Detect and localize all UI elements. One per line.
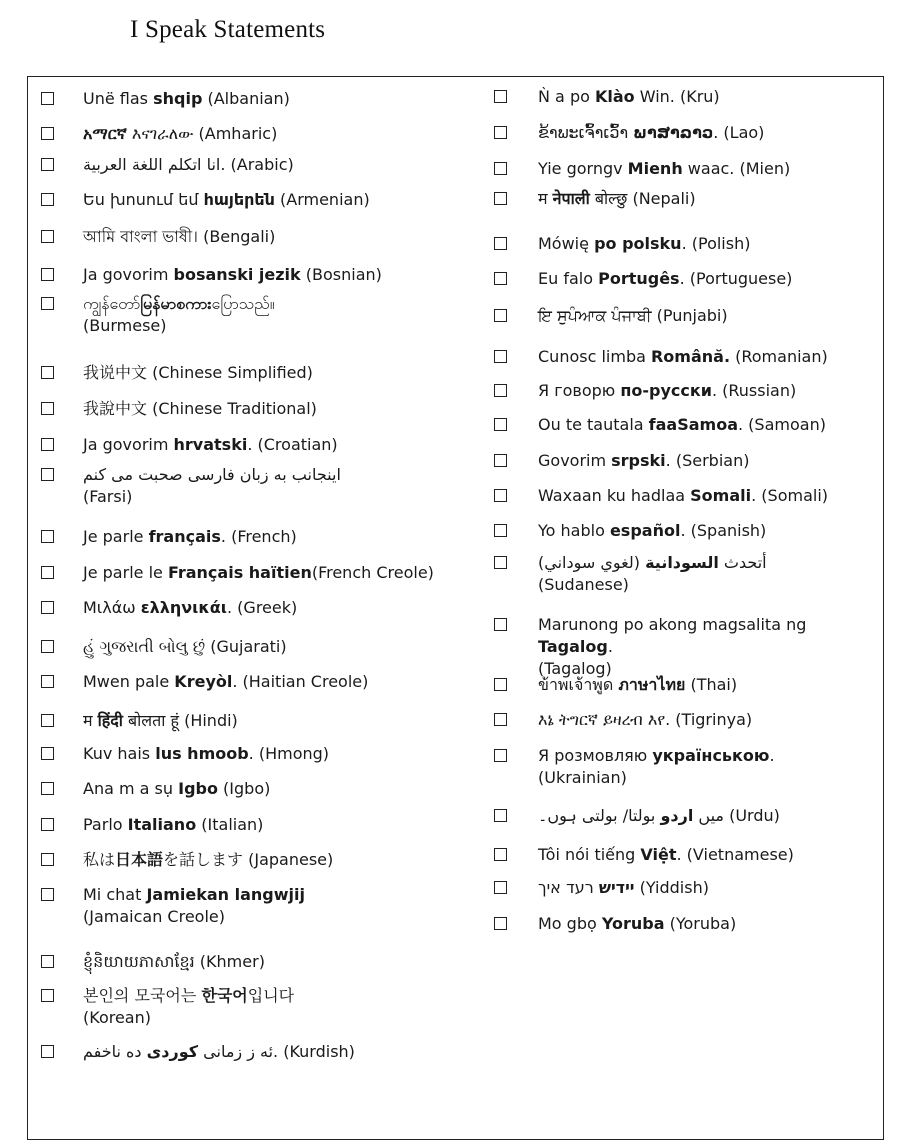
statement-text — [83, 636, 287, 658]
statement-native-pre: Ou te tautala — [538, 415, 649, 434]
checkbox[interactable] — [41, 1045, 54, 1058]
checkbox[interactable] — [494, 556, 507, 569]
language-label: (Thai) — [685, 675, 738, 694]
checkbox[interactable] — [494, 90, 507, 103]
statement-native-pre: Tôi nói tiếng — [538, 845, 641, 864]
statement-text — [538, 86, 720, 108]
statement-native-pre: Je parle le — [83, 563, 168, 582]
statement-text — [83, 849, 333, 871]
statement-native-pre: 我说中文 — [83, 363, 148, 382]
statement-text — [538, 552, 878, 596]
statement-text — [538, 745, 878, 789]
checkbox[interactable] — [41, 268, 54, 281]
language-label: (Tigrinya) — [670, 710, 753, 729]
checkbox[interactable] — [494, 524, 507, 537]
language-label: (Chinese Traditional) — [147, 399, 317, 418]
statement-text — [538, 709, 752, 731]
language-label: (Armenian) — [274, 190, 370, 209]
statement-native-post: . — [769, 746, 775, 765]
statement-native-post: እናገራለው — [126, 124, 194, 143]
statement-native-pre: 私は — [83, 850, 116, 869]
language-label: (Burmese) — [83, 316, 167, 335]
statement-native-pre: আমি বাংলা ভাষী। — [83, 227, 198, 246]
statement-text — [538, 674, 737, 696]
checkbox[interactable] — [494, 848, 507, 861]
statement-native-pre: ਇ ਸੁਪੰਆਕ ਪੰਜਾਬੀ — [538, 306, 652, 325]
statement-native-post: . — [247, 435, 253, 454]
checkbox[interactable] — [41, 230, 54, 243]
statement-native-post: を話します — [163, 850, 244, 869]
statement-text — [538, 233, 750, 255]
language-label: (Igbo) — [217, 779, 271, 798]
statement-text — [83, 562, 434, 584]
statement-native-post: Win. — [634, 87, 675, 106]
page-title: I Speak Statements — [130, 16, 326, 43]
language-label: (Japanese) — [243, 850, 334, 869]
language-label: (Kru) — [674, 87, 720, 106]
statement-language-name: srpski — [611, 451, 666, 470]
language-label: (Kurdish) — [278, 1042, 355, 1061]
language-label: (Bengali) — [197, 227, 276, 246]
checkbox[interactable] — [494, 126, 507, 139]
language-label: (Yiddish) — [634, 878, 709, 897]
statement-native-pre: 我說中文 — [83, 399, 148, 418]
checkbox[interactable] — [41, 747, 54, 760]
statement-native-post: . — [680, 521, 686, 540]
statements-frame — [27, 76, 884, 1140]
statement-native-pre: 본인의 모국어는 — [83, 986, 202, 1005]
statement-native-post: waac. — [682, 159, 735, 178]
statement-text — [83, 226, 275, 248]
language-label: (Russian) — [717, 381, 797, 400]
checkbox[interactable] — [41, 127, 54, 140]
checkbox[interactable] — [494, 489, 507, 502]
statement-language-name: 한국어 — [201, 986, 248, 1005]
statement-native-post: . — [220, 527, 226, 546]
statement-native-post: . — [713, 123, 719, 142]
statement-text — [83, 464, 473, 508]
statement-native-pre: Parlo — [83, 815, 128, 834]
statement-native-pre: Mi chat — [83, 885, 147, 904]
statement-language-name: Kreyòl — [174, 672, 233, 691]
language-label: (Tagalog) — [538, 659, 612, 678]
statement-language-name: shqip — [153, 89, 203, 108]
checkbox[interactable] — [494, 272, 507, 285]
language-label: (Urdu) — [724, 806, 780, 825]
statement-text — [83, 778, 270, 800]
statement-native-pre: Ana m a sụ — [83, 779, 179, 798]
language-label: (Croatian) — [252, 435, 338, 454]
language-label: (Gujarati) — [205, 637, 287, 656]
statement-language-name: Igbo — [178, 779, 218, 798]
statement-text — [538, 805, 780, 827]
statement-language-name: Klào — [594, 87, 635, 106]
statement-text — [538, 520, 766, 542]
statement-native-pre: Marunong po akong magsalita ng — [538, 615, 807, 634]
checkbox[interactable] — [41, 989, 54, 1002]
language-label: (Hindi) — [179, 711, 238, 730]
language-label: (Greek) — [232, 598, 298, 617]
statement-native-post: 입니다 — [247, 986, 295, 1005]
language-label: (Polish) — [686, 234, 751, 253]
statement-language-name: יידיש — [598, 878, 635, 897]
statement-native-pre: أتحدث — [718, 553, 767, 572]
statement-language-name: հայերեն — [203, 190, 275, 209]
language-label: (Serbian) — [670, 451, 750, 470]
statement-native-pre: میں — [693, 806, 724, 825]
statement-text — [83, 597, 297, 619]
statement-text — [538, 188, 696, 210]
statement-native-post: . — [738, 415, 744, 434]
language-label: (Albanian) — [202, 89, 290, 108]
statement-language-name: 日本語 — [115, 850, 164, 869]
statement-text — [538, 305, 728, 327]
checkbox[interactable] — [41, 193, 54, 206]
checkbox[interactable] — [41, 438, 54, 451]
checkbox[interactable] — [494, 749, 507, 762]
statement-native-pre: انا اتكلم اللغة العربية. — [83, 155, 226, 174]
language-label: (Korean) — [83, 1008, 151, 1027]
statement-native-post: . — [711, 381, 718, 400]
statement-language-name: မြန်မာစကား — [140, 294, 212, 313]
statement-native-post: ပြောသည်။ — [211, 294, 275, 313]
language-label: (Bosnian) — [300, 265, 382, 284]
checkbox[interactable] — [494, 454, 507, 467]
language-label: (Hmong) — [253, 744, 330, 763]
statement-text — [538, 268, 792, 290]
language-label: (Vietnamese) — [681, 845, 794, 864]
checkbox[interactable] — [494, 881, 507, 894]
language-label: (Nepali) — [627, 189, 696, 208]
statement-language-name: አማርኛ — [83, 124, 127, 143]
statement-native-post: (لغوي سوداني) — [538, 553, 646, 572]
statement-native-pre: ข้าพเจ้าพูด — [538, 675, 619, 694]
statement-text — [538, 380, 796, 402]
statement-language-name: کوردی — [146, 1042, 199, 1061]
statement-text — [538, 844, 794, 866]
checkbox[interactable] — [41, 468, 54, 481]
checkbox[interactable] — [41, 818, 54, 831]
statement-text — [83, 88, 290, 110]
checkbox[interactable] — [41, 158, 54, 171]
statement-language-name: español — [609, 521, 681, 540]
checkbox[interactable] — [41, 530, 54, 543]
statement-text — [538, 614, 878, 680]
statement-text — [83, 434, 338, 456]
statement-native-post: बोलता हूं — [122, 711, 179, 730]
statement-native-pre: Eu falo — [538, 269, 599, 288]
language-label: (Portuguese) — [684, 269, 793, 288]
statement-native-pre: Waxaan ku hadlaa — [538, 486, 691, 505]
statement-native-post: . — [681, 234, 687, 253]
checkbox[interactable] — [41, 888, 54, 901]
checkbox[interactable] — [494, 237, 507, 250]
checkbox[interactable] — [494, 917, 507, 930]
statement-native-post: . — [679, 269, 685, 288]
statement-text — [83, 154, 294, 176]
checkbox[interactable] — [41, 782, 54, 795]
statement-native-post: . — [607, 637, 613, 656]
language-label: (Samoan) — [743, 415, 826, 434]
language-label: (Lao) — [718, 123, 765, 142]
language-label: (Ukrainian) — [538, 768, 627, 787]
statement-language-name: اردو — [660, 806, 694, 825]
statement-language-name: ภาษาไทย — [618, 675, 686, 694]
statement-native-pre: Mwen pale — [83, 672, 175, 691]
language-label: (Amharic) — [193, 124, 278, 143]
statement-native-pre: Ja govorim — [83, 435, 174, 454]
statement-text — [83, 526, 297, 548]
statement-text — [538, 485, 828, 507]
statement-language-name: नेपाली — [552, 189, 590, 208]
statement-native-pre: Ja govorim — [83, 265, 174, 284]
checkbox[interactable] — [41, 366, 54, 379]
statement-native-pre: ئه ز زمانی — [198, 1042, 274, 1061]
language-label: (Mien) — [734, 159, 791, 178]
checkbox[interactable] — [494, 678, 507, 691]
statement-language-name: lus hmoob — [155, 744, 249, 763]
statement-native-pre: म — [538, 189, 553, 208]
statement-text — [83, 264, 382, 286]
statement-language-name: Français haïtien — [167, 563, 312, 582]
statement-text — [538, 158, 790, 180]
statement-native-post: . — [751, 486, 757, 505]
statement-native-post: . — [248, 744, 254, 763]
statement-native-pre: Je parle — [83, 527, 149, 546]
statement-native-pre: Yie gorngv — [538, 159, 628, 178]
language-label: (Jamaican Creole) — [83, 907, 225, 926]
language-label: (Haitian Creole) — [237, 672, 369, 691]
statement-native-pre: હું ગુજરાતી બોલુ છું — [83, 637, 206, 656]
statement-native-pre: Μιλάω — [83, 598, 141, 617]
statement-language-name: Italiano — [127, 815, 197, 834]
statement-native-pre: Kuv hais — [83, 744, 156, 763]
statement-text — [83, 123, 277, 145]
statement-text — [538, 877, 709, 899]
statement-native-pre: ຂ້າພະເຈົ້າເວົ້າ — [538, 123, 634, 142]
checkbox[interactable] — [494, 350, 507, 363]
statement-text — [538, 450, 749, 472]
statement-text — [83, 985, 473, 1029]
checkbox[interactable] — [494, 162, 507, 175]
statement-text — [83, 951, 265, 973]
checkbox[interactable] — [494, 384, 507, 397]
statement-native-post: . — [227, 598, 233, 617]
statement-native-pre: اینجانب به زبان فارسی صحبت می کنم — [83, 465, 341, 484]
language-label: (Khmer) — [194, 952, 265, 971]
statement-text — [83, 814, 263, 836]
language-label: (Punjabi) — [651, 306, 728, 325]
statement-native-pre: ខ្ញុំនិយាយភាសាខ្មែរ — [83, 952, 195, 971]
statement-language-name: हिंदी — [97, 711, 123, 730]
statement-language-name: français — [148, 527, 221, 546]
statement-text — [83, 189, 370, 211]
checkbox[interactable] — [41, 402, 54, 415]
checkbox[interactable] — [41, 566, 54, 579]
checkbox[interactable] — [41, 714, 54, 727]
statement-native-post: . — [232, 672, 238, 691]
statement-language-name: Việt — [640, 845, 677, 864]
statement-native-post: بولتا/ بولتی ہوں۔ — [538, 806, 661, 825]
statement-language-name: السودانية — [645, 553, 719, 572]
checkbox[interactable] — [41, 853, 54, 866]
statement-language-name: Jamiekan langwjij — [146, 885, 305, 904]
statement-text — [83, 362, 313, 384]
checkbox[interactable] — [494, 418, 507, 431]
statement-language-name: po polsku — [594, 234, 682, 253]
checkbox[interactable] — [41, 297, 54, 310]
checkbox[interactable] — [494, 309, 507, 322]
statement-native-pre: Cunosc limba — [538, 347, 651, 366]
language-label: (Italian) — [196, 815, 264, 834]
checkbox[interactable] — [494, 713, 507, 726]
statement-native-pre: Ես խոսում եմ — [83, 190, 204, 209]
checkbox[interactable] — [41, 955, 54, 968]
statement-language-name: Yoruba — [601, 914, 665, 933]
statement-text — [538, 346, 828, 368]
statement-native-pre: Mówię — [538, 234, 595, 253]
statement-native-pre: म — [83, 711, 98, 730]
statement-text — [83, 884, 473, 928]
statement-native-pre: Unë flas — [83, 89, 154, 108]
statement-text — [83, 398, 317, 420]
statement-text — [538, 913, 736, 935]
language-label: (Sudanese) — [538, 575, 629, 594]
statement-text — [538, 122, 764, 144]
statement-text — [83, 1041, 355, 1063]
statement-language-name: Somali — [690, 486, 752, 505]
checkbox[interactable] — [494, 809, 507, 822]
statement-language-name: по-русски — [620, 381, 712, 400]
checkbox[interactable] — [494, 618, 507, 631]
language-label: (Chinese Simplified) — [147, 363, 313, 382]
statement-language-name: ພາສາລາວ — [633, 123, 714, 142]
statement-text — [538, 414, 826, 436]
checkbox[interactable] — [41, 675, 54, 688]
language-label: (Somali) — [756, 486, 828, 505]
language-label: (French) — [225, 527, 297, 546]
statement-native-post: רעד איך — [538, 878, 599, 897]
statement-text — [83, 293, 473, 337]
language-label: (Farsi) — [83, 487, 133, 506]
statement-language-name: українською — [652, 746, 770, 765]
statement-native-post: . — [665, 451, 671, 470]
statement-native-pre: Ǹ a po — [538, 87, 595, 106]
language-label: (Yoruba) — [664, 914, 737, 933]
statement-language-name: Portugês — [598, 269, 680, 288]
statement-native-pre: Я розмовляю — [538, 746, 653, 765]
statement-text — [83, 743, 329, 765]
statement-native-post: ده ناخفم. — [83, 1042, 279, 1061]
statement-language-name: Tagalog — [538, 637, 608, 656]
language-label: (Romanian) — [730, 347, 828, 366]
statement-text — [83, 710, 238, 732]
statement-language-name: Română. — [650, 347, 731, 366]
language-label: (Spanish) — [685, 521, 767, 540]
statement-text — [83, 671, 368, 693]
statement-native-pre: እኔ ትግርኛ ይዛረብ እየ. — [538, 710, 671, 729]
statement-native-pre: ကျွန်တော် — [83, 294, 141, 313]
checkbox[interactable] — [494, 192, 507, 205]
statement-native-pre: Yo hablo — [538, 521, 610, 540]
checkbox[interactable] — [41, 640, 54, 653]
statement-language-name: faaSamoa — [648, 415, 738, 434]
statement-native-pre: Govorim — [538, 451, 612, 470]
checkbox[interactable] — [41, 92, 54, 105]
language-label: (Arabic) — [225, 155, 294, 174]
statement-language-name: bosanski jezik — [173, 265, 301, 284]
language-label: (French Creole) — [311, 563, 434, 582]
statement-language-name: Mienh — [627, 159, 683, 178]
statement-native-pre: Я говорю — [538, 381, 621, 400]
statement-language-name: hrvatski — [173, 435, 248, 454]
statement-native-pre: Mo gbọ — [538, 914, 602, 933]
statement-native-post: . — [676, 845, 682, 864]
statement-native-post: बोल्छु — [589, 189, 628, 208]
checkbox[interactable] — [41, 601, 54, 614]
statement-language-name: ελληνικάι — [140, 598, 227, 617]
